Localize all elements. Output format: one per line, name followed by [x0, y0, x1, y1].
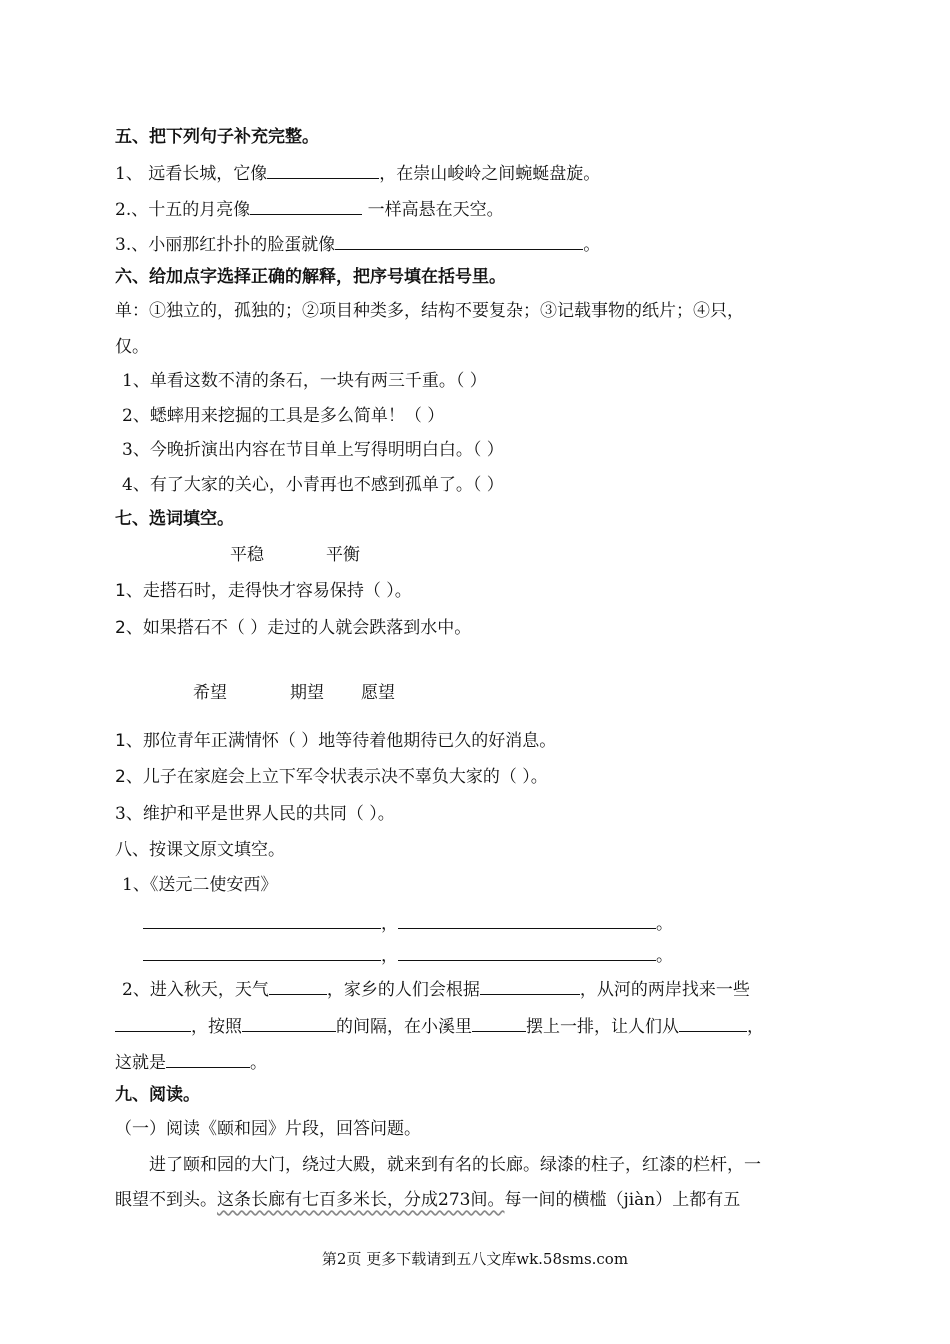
word-option: 希望 [193, 683, 227, 703]
s5-q3: 3.、小丽那红扑扑的脸蛋就像 。 [115, 231, 600, 257]
poem-line-2: ， 。 [143, 942, 673, 968]
s8-p2-line2: ，按照 的间隔，在小溪里 摆上一排，让人们从 ， [115, 1013, 764, 1039]
s8-p2-line1: 2、进入秋天，天气 ，家乡的人们会根据 ，从河的两岸找来一些 [122, 976, 750, 1002]
blank[interactable] [115, 1013, 191, 1032]
blank[interactable] [267, 160, 379, 179]
blank[interactable] [242, 1013, 336, 1032]
poem-title: 1、《送元二使安西》 [122, 875, 278, 895]
section-7-heading: 七、选词填空。 [115, 509, 234, 529]
s6-q3: 3、今晚折演出内容在节目单上写得明明白白。（ ） [122, 440, 504, 460]
blank[interactable] [472, 1013, 526, 1032]
blank[interactable] [250, 196, 362, 215]
blank[interactable] [679, 1013, 747, 1032]
section-6-heading: 六、给加点字选择正确的解释，把序号填在括号里。 [115, 267, 506, 287]
blank[interactable] [480, 976, 580, 995]
s5-q1: 1、 远看长城，它像 ，在崇山峻岭之间蜿蜒盘旋。 [115, 160, 600, 186]
s7-a2: 2、如果搭石不（ ）走过的人就会跌落到水中。 [115, 618, 472, 638]
s5-q2: 2.、十五的月亮像 一样高悬在天空。 [115, 196, 504, 222]
section-8-heading: 八、按课文原文填空。 [115, 840, 285, 860]
passage-line-1: 进了颐和园的大门，绕过大殿，就来到有名的长廊。绿漆的柱子，红漆的栏杆，一 [149, 1155, 761, 1175]
poem-line-1: ， 。 [143, 910, 673, 936]
s8-p2-line3: 这就是 。 [115, 1049, 267, 1075]
s6-definitions: 单：①独立的，孤独的；②项目种类多，结构不要复杂；③记载事物的纸片；④只， [115, 301, 744, 321]
word-option: 平衡 [326, 545, 360, 565]
s6-q1: 1、单看这数不清的条石，一块有两三千重。（ ） [122, 371, 487, 391]
blank[interactable] [269, 976, 327, 995]
blank[interactable] [143, 910, 381, 929]
word-option: 愿望 [361, 683, 395, 703]
section-5-heading: 五、把下列句子补充完整。 [115, 127, 319, 147]
blank[interactable] [166, 1049, 250, 1068]
s9-subheading: （一）阅读《颐和园》片段，回答问题。 [115, 1119, 421, 1139]
blank[interactable] [398, 910, 656, 929]
word-option: 期望 [290, 683, 324, 703]
blank[interactable] [143, 942, 381, 961]
s7-b1: 1、那位青年正满情怀（ ）地等待着他期待已久的好消息。 [115, 731, 557, 751]
s6-q4: 4、有了大家的关心，小青再也不感到孤单了。（ ） [122, 475, 504, 495]
marked-sentence: 这条长廊有七百多米长，分成273间。 [217, 1190, 505, 1210]
section-9-heading: 九、阅读。 [115, 1085, 200, 1105]
blank[interactable] [398, 942, 656, 961]
s6-q2: 2、蟋蟀用来挖掘的工具是多么简单！（ ） [122, 406, 445, 426]
blank[interactable] [335, 231, 583, 250]
page-footer: 第2页 更多下载请到五八文库wk.58sms.com [321, 1250, 629, 1268]
s7-b2: 2、儿子在家庭会上立下军令状表示决不辜负大家的（ ）。 [115, 767, 548, 787]
word-option: 平稳 [230, 545, 264, 565]
s7-b3: 3、维护和平是世界人民的共同（ ）。 [115, 804, 395, 824]
s6-definitions-cont: 仅。 [115, 337, 149, 357]
s7-a1: 1、走搭石时，走得快才容易保持（ ）。 [115, 581, 412, 601]
passage-line-2: 眼望不到头。这条长廊有七百多米长，分成273间。每一间的横槛（jiàn）上都有五 [115, 1190, 741, 1210]
